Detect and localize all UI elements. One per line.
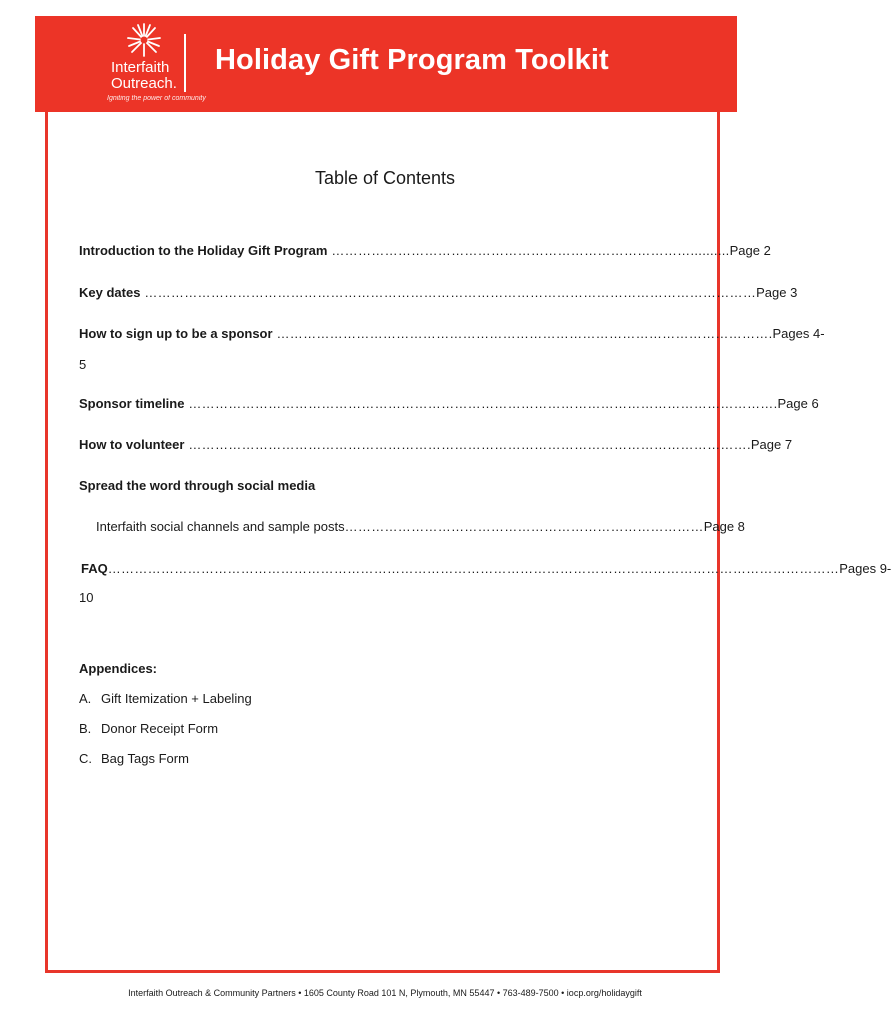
toc-page: Page 8 (703, 519, 745, 534)
logo-tagline: Igniting the power of community (107, 95, 206, 102)
toc-entry-social-media (79, 478, 689, 494)
toc-entry-volunteer (79, 437, 793, 453)
toc-entry-label: Sponsor timeline (79, 396, 185, 411)
appendices-title: Appendices: (79, 661, 158, 676)
logo-text-outreach: Outreach. (111, 75, 177, 92)
toc-leader: ……………………………………………………………………… (344, 519, 704, 534)
toc-entry-label: Interfaith social channels and sample posts (96, 519, 345, 534)
toc-entry-label: Spread the word through social media (79, 478, 316, 493)
appendix-label: Gift Itemization + Labeling (101, 691, 252, 706)
header-banner (35, 16, 737, 112)
toc-entry-label: How to sign up to be a sponsor (79, 326, 273, 341)
page-frame (45, 16, 720, 973)
appendix-label: Bag Tags Form (101, 751, 189, 766)
toc-entry-key-dates (79, 285, 798, 301)
appendix-item-c (79, 751, 189, 766)
toc-page-wrap: 5 (79, 357, 87, 372)
toc-page: Page 3 (756, 285, 798, 300)
appendix-letter: B. (79, 721, 92, 736)
toc-page: Pages 9- (839, 561, 891, 576)
footer-contact: Interfaith Outreach & Community Partners • 1605 County Road 101 N, Plymouth, MN 55447 • 763-489-7500 • iocp.org/holidaygift (128, 988, 642, 998)
appendix-letter: A. (79, 691, 92, 706)
toc-page-wrap: 10 (79, 590, 94, 605)
document-title: Holiday Gift Program Toolkit (215, 44, 609, 76)
toc-entry-faq (81, 561, 891, 577)
appendix-letter: C. (79, 751, 92, 766)
toc-leader: ……………………………………………………………………….......... (327, 243, 730, 258)
toc-entry-sponsor-timeline (79, 396, 819, 412)
toc-leader: …………………………………………………………………………………………………. (272, 326, 773, 341)
toc-entry-sign-up (79, 326, 825, 342)
toc-leader: ………………………………………………………………………………………………………………. (184, 437, 751, 452)
appendix-item-a (79, 691, 252, 706)
appendix-label: Donor Receipt Form (101, 721, 219, 736)
toc-leader: ………………………………………………………………………………………………………………………………………………… (107, 561, 840, 576)
toc-entry-label: Introduction to the Holiday Gift Program (79, 243, 328, 258)
toc-entry-label: Key dates (79, 285, 141, 300)
toc-leader: ………………………………………………………………………………………………………………………… (140, 285, 757, 300)
logo-text-interfaith: Interfaith (111, 59, 170, 76)
starburst-icon (126, 22, 162, 58)
toc-page: Page 7 (750, 437, 793, 452)
toc-leader: ……………………………………………………………………………………………………………………. (184, 396, 778, 411)
toc-entry-label: How to volunteer (79, 437, 185, 452)
toc-page: Page 2 (729, 243, 771, 258)
toc-entry-social-channels (96, 519, 745, 535)
header-divider (184, 34, 186, 92)
appendix-item-b (79, 721, 218, 736)
toc-title: Table of Contents (314, 168, 456, 188)
toc-page: Page 6 (777, 396, 819, 411)
toc-entry-label: FAQ (81, 561, 108, 576)
toc-page: Pages 4- (772, 326, 825, 341)
toc-entry-introduction (79, 243, 771, 259)
